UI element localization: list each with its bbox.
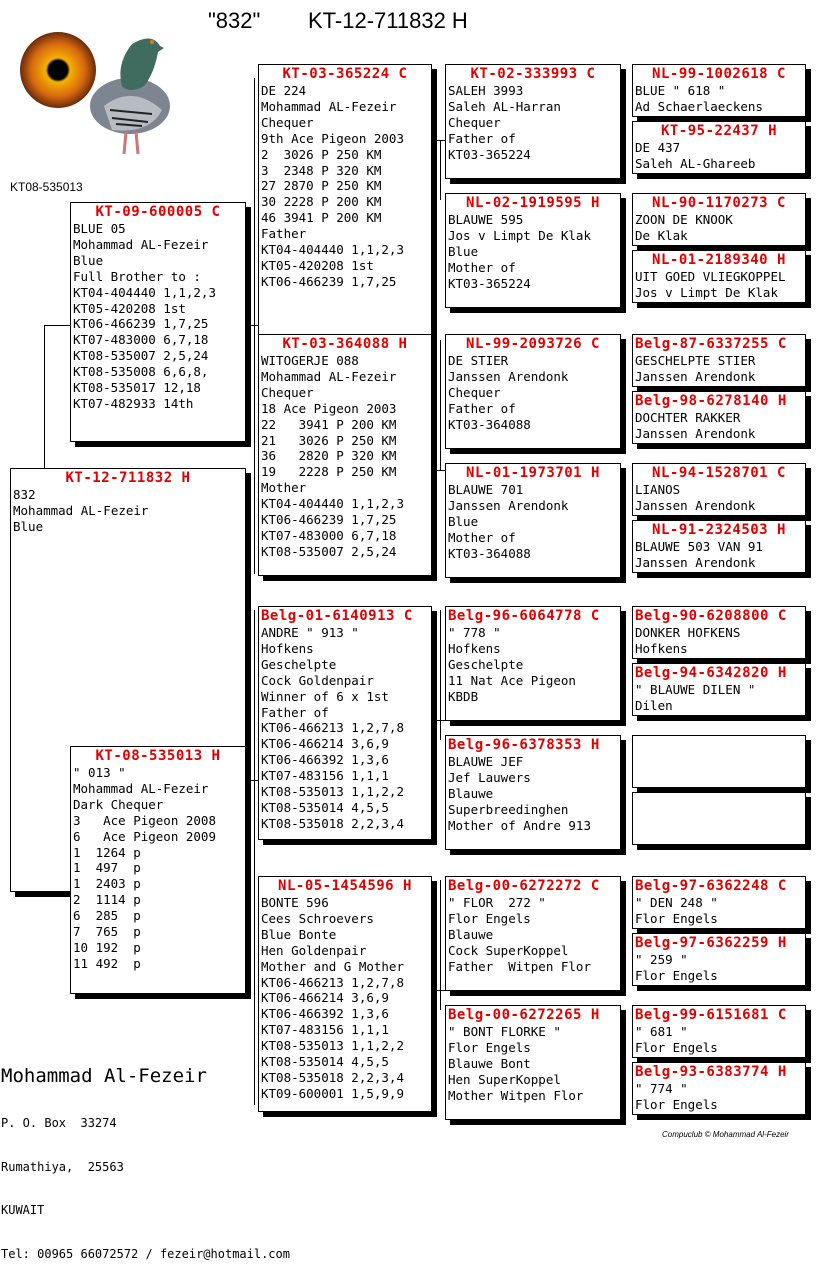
pigeon-details	[633, 952, 805, 984]
detail-line: " 774 "	[635, 1081, 688, 1096]
detail-line: 3 Ace Pigeon 2008	[73, 812, 216, 828]
detail-line: KT03-365224	[448, 146, 531, 162]
address-line: KUWAIT	[1, 1203, 45, 1217]
ring-number: KT-03-364088 H	[282, 336, 408, 352]
ring-number: Belg-96-6064778 C	[448, 608, 600, 624]
detail-line: KT08-535007 2,5,24	[73, 348, 209, 364]
ancestor-card	[632, 193, 806, 246]
detail-line: KBDB	[448, 688, 479, 704]
photo-caption: KT08-535013	[10, 180, 83, 194]
detail-line: Geschelpte	[261, 656, 337, 672]
ring-number: Belg-87-6337255 C	[635, 336, 787, 352]
detail-line: KT09-600001 1,5,9,9	[261, 1085, 404, 1101]
detail-line: " 259 "	[635, 952, 688, 967]
detail-line: 9th Ace Pigeon 2003	[261, 130, 404, 146]
ancestor-card	[70, 202, 246, 442]
detail-line: KT04-404440 1,1,2,3	[261, 496, 404, 512]
detail-line: Hofkens	[261, 640, 314, 656]
detail-line: Hofkens	[635, 640, 688, 656]
detail-line: KT08-535018 2,2,3,4	[261, 815, 404, 831]
detail-line: Janssen Arendonk	[635, 368, 756, 384]
owner-address	[1, 1036, 290, 1276]
pigeon-details	[633, 410, 805, 442]
address-line: P. O. Box 33274	[1, 1116, 117, 1130]
ring-number: Belg-96-6378353 H	[448, 737, 600, 753]
detail-line: Chequer	[261, 384, 314, 400]
detail-line: KT06-466214 3,6,9	[261, 990, 389, 1006]
detail-line: 6 Ace Pigeon 2009	[73, 828, 216, 844]
detail-line: KT08-535013 1,1,2,2	[261, 1038, 404, 1054]
detail-line: Hofkens	[448, 640, 501, 656]
pigeon-details	[633, 1081, 805, 1113]
detail-line: KT05-420208 1st	[73, 300, 186, 316]
detail-line: ANDRE " 913 "	[261, 625, 359, 640]
ring-number: NL-99-2093726 C	[466, 336, 600, 352]
detail-line: 6 285 p	[73, 908, 141, 924]
detail-line: LIANOS	[635, 482, 681, 497]
detail-line: 36 2820 P 320 KM	[261, 448, 397, 464]
ring-number: Belg-01-6140913 C	[261, 608, 413, 624]
ancestor-card	[632, 121, 806, 174]
detail-line: Father Witpen Flor	[448, 958, 591, 974]
detail-line: Mother of	[448, 259, 516, 275]
detail-line: DE STIER	[448, 353, 509, 368]
detail-line: KT03-365224	[448, 275, 531, 291]
detail-line: Blue	[448, 513, 479, 529]
detail-line: Father of	[261, 704, 329, 720]
pigeon-details	[633, 539, 805, 571]
pigeon-details	[633, 212, 805, 244]
detail-line: KT07-483156 1,1,1	[261, 1022, 389, 1038]
detail-line: Mother and G Mother	[261, 958, 404, 974]
detail-line: Father	[261, 226, 307, 242]
ancestor-card	[445, 334, 621, 449]
detail-line: 10 192 p	[73, 939, 141, 955]
detail-line: " BONT FLORKE "	[448, 1024, 561, 1039]
detail-line: KT06-466213 1,2,7,8	[261, 720, 404, 736]
detail-line: 30 2228 P 200 KM	[261, 194, 382, 210]
address-line: Rumathiya, 25563	[1, 1159, 124, 1174]
detail-line: Janssen Arendonk	[448, 497, 569, 513]
ring-number: KT-02-333993 C	[470, 66, 596, 82]
detail-line: Janssen Arendonk	[635, 554, 756, 570]
ancestor-card	[445, 64, 621, 179]
ancestor-card	[632, 792, 806, 845]
detail-line: Chequer	[261, 114, 314, 130]
pigeon-details	[71, 765, 245, 972]
detail-line: Blauwe	[448, 926, 494, 942]
detail-line: KT08-535008 6,6,8,	[73, 364, 209, 380]
credit: Compuclub © Mohammad Al-Fezeir	[662, 1130, 789, 1139]
detail-line: DOCHTER RAKKER	[635, 410, 741, 425]
ancestor-card	[445, 193, 621, 308]
detail-line: Mother of Andre 913	[448, 817, 591, 833]
detail-line: " 681 "	[635, 1024, 688, 1039]
ring-number: KT-95-22437 H	[660, 123, 778, 139]
detail-line: KT08-535014 4,5,5	[261, 1054, 389, 1070]
detail-line: BLAUWE 701	[448, 482, 524, 497]
pigeon-details	[446, 895, 620, 975]
detail-line: 46 3941 P 200 KM	[261, 210, 382, 226]
detail-line: UIT GOED VLIEGKOPPEL	[635, 269, 786, 284]
detail-line: 2 1114 p	[73, 892, 141, 908]
detail-line: Mother	[261, 480, 307, 496]
detail-line: 1 1264 p	[73, 844, 141, 860]
detail-line: 11 492 p	[73, 955, 141, 971]
detail-line: Blue	[13, 518, 44, 534]
detail-line: Hen Goldenpair	[261, 942, 367, 958]
ring-number: Belg-98-6278140 H	[635, 393, 787, 409]
ancestor-card	[445, 876, 621, 991]
pigeon-details	[633, 353, 805, 385]
detail-line: Jef Lauwers	[448, 769, 531, 785]
ancestor-card	[445, 606, 621, 721]
detail-line: Flor Engels	[635, 910, 718, 926]
detail-line: BONTE 596	[261, 895, 329, 910]
detail-line: KT06-466392 1,3,6	[261, 1006, 389, 1022]
pigeon-details	[259, 353, 431, 560]
detail-line: Superbreedinghen	[448, 801, 569, 817]
detail-line: Mother of	[448, 529, 516, 545]
detail-line: KT07-483156 1,1,1	[261, 768, 389, 784]
detail-line: GESCHELPTE STIER	[635, 353, 756, 368]
detail-line: KT06-466392 1,3,6	[261, 752, 389, 768]
detail-line: KT03-364088	[448, 416, 531, 432]
detail-line: Flor Engels	[635, 1039, 718, 1055]
ring-number: KT-08-535013 H	[95, 748, 221, 764]
pigeon-details	[446, 212, 620, 292]
detail-line: Geschelpte	[448, 656, 524, 672]
detail-line: Blauwe	[448, 785, 494, 801]
detail-line: Jos v Limpt De Klak	[448, 227, 591, 243]
detail-line: Janssen Arendonk	[448, 368, 569, 384]
ancestor-card	[70, 746, 246, 994]
detail-line: 1 2403 p	[73, 876, 141, 892]
ring-number: Belg-93-6383774 H	[635, 1064, 787, 1080]
detail-line: KT07-483000 6,7,18	[73, 332, 209, 348]
pigeon-photo	[12, 14, 172, 164]
contact-line: Tel: 00965 66072572 / fezeir@hotmail.com	[1, 1246, 290, 1261]
detail-line: Ad Schaerlaeckens	[635, 98, 763, 114]
detail-line: Mohammad AL-Fezeir	[73, 236, 209, 252]
detail-line: KT08-535018 2,2,3,4	[261, 1069, 404, 1085]
detail-line: Cock SuperKoppel	[448, 942, 569, 958]
ring-number: Belg-00-6272272 C	[448, 878, 600, 894]
detail-line: Blauwe Bont	[448, 1055, 531, 1071]
pigeon-details	[259, 625, 431, 832]
detail-line: 3 2348 P 320 KM	[261, 162, 382, 178]
detail-line: KT06-466239 1,7,25	[73, 316, 209, 332]
pigeon-details	[446, 1024, 620, 1104]
detail-line: KT05-420208 1st	[261, 257, 374, 273]
eye-icon	[20, 32, 96, 108]
ancestor-card	[632, 933, 806, 986]
ring-number: NL-01-2189340 H	[652, 252, 786, 268]
detail-line: BLUE " 618 "	[635, 83, 726, 98]
ancestor-card	[445, 735, 621, 850]
detail-line: BLAUWE JEF	[448, 754, 524, 769]
detail-line: 832	[13, 487, 36, 502]
detail-line: Saleh AL-Harran	[448, 98, 561, 114]
detail-line: 19 2228 P 250 KM	[261, 464, 397, 480]
ancestor-card	[632, 876, 806, 929]
detail-line: DONKER HOFKENS	[635, 625, 741, 640]
detail-line: Jos v Limpt De Klak	[635, 284, 778, 300]
pigeon-details	[446, 754, 620, 834]
pigeon-details	[633, 83, 805, 115]
detail-line: Mohammad AL-Fezeir	[261, 368, 397, 384]
detail-line: 2 3026 P 250 KM	[261, 146, 382, 162]
ring-number: Belg-99-6151681 C	[635, 1007, 787, 1023]
pigeon-details	[11, 487, 245, 535]
detail-line: Dark Chequer	[73, 796, 164, 812]
detail-line: SALEH 3993	[448, 83, 524, 98]
detail-line: " FLOR 272 "	[448, 895, 546, 910]
ancestor-card	[632, 334, 806, 387]
pigeon-details	[633, 895, 805, 927]
ring-number: NL-91-2324503 H	[652, 522, 786, 538]
detail-line: 22 3941 P 200 KM	[261, 416, 397, 432]
detail-line: Mohammad AL-Fezeir	[73, 780, 209, 796]
detail-line: Father of	[448, 400, 516, 416]
detail-line: Dilen	[635, 697, 673, 713]
pigeon-details	[446, 353, 620, 433]
detail-line: 21 3026 P 250 KM	[261, 432, 397, 448]
detail-line: DE 437	[635, 140, 681, 155]
pigeon-details	[71, 221, 245, 412]
detail-line: KT07-483000 6,7,18	[261, 527, 397, 543]
detail-line: Full Brother to :	[73, 268, 201, 284]
ring-number: NL-90-1170273 C	[652, 195, 786, 211]
detail-line: KT08-535013 1,1,2,2	[261, 784, 404, 800]
ancestor-card	[632, 463, 806, 516]
ring-number: Belg-00-6272265 H	[448, 1007, 600, 1023]
detail-line: BLAUWE 503 VAN 91	[635, 539, 763, 554]
detail-line: KT06-466214 3,6,9	[261, 736, 389, 752]
detail-line: Cees Schroevers	[261, 910, 374, 926]
detail-line: KT04-404440 1,1,2,3	[261, 242, 404, 258]
detail-line: Mohammad AL-Fezeir	[13, 502, 149, 518]
detail-line: " BLAUWE DILEN "	[635, 682, 756, 697]
detail-line: Flor Engels	[635, 967, 718, 983]
detail-line: Chequer	[448, 114, 501, 130]
ancestor-card	[632, 1062, 806, 1115]
pigeon-details	[633, 1024, 805, 1056]
ancestor-card	[632, 250, 806, 303]
ancestor-card	[632, 1005, 806, 1058]
ancestor-card	[632, 64, 806, 117]
detail-line: " 778 "	[448, 625, 501, 640]
pigeon-details	[446, 83, 620, 163]
ring-number: KT-03-365224 C	[282, 66, 408, 82]
detail-line: 11 Nat Ace Pigeon	[448, 672, 576, 688]
ring-number: NL-94-1528701 C	[652, 465, 786, 481]
detail-line: Blue Bonte	[261, 926, 337, 942]
detail-line: KT06-466239 1,7,25	[261, 512, 397, 528]
ring-number: KT-09-600005 C	[95, 204, 221, 220]
ancestor-card	[632, 606, 806, 659]
detail-line: KT03-364088	[448, 545, 531, 561]
detail-line: 27 2870 P 250 KM	[261, 178, 382, 194]
ancestor-card	[632, 663, 806, 716]
detail-line: De Klak	[635, 227, 688, 243]
ring-number: NL-05-1454596 H	[278, 878, 412, 894]
detail-line: BLAUWE 595	[448, 212, 524, 227]
pigeon-details	[633, 140, 805, 172]
pigeon-details	[633, 269, 805, 301]
owner-name: Mohammad Al-Fezeir	[1, 1065, 207, 1087]
detail-line: Flor Engels	[448, 910, 531, 926]
ancestor-card	[632, 735, 806, 788]
pigeon-details	[259, 83, 431, 290]
detail-line: Hen SuperKoppel	[448, 1071, 561, 1087]
ring-number: NL-01-1973701 H	[466, 465, 600, 481]
pigeon-details	[446, 482, 620, 562]
ring-number: Belg-94-6342820 H	[635, 665, 787, 681]
detail-line: WITOGERJE 088	[261, 353, 359, 368]
pigeon-ring: KT-12-711832 H	[308, 8, 468, 33]
ring-number: Belg-97-6362259 H	[635, 935, 787, 951]
detail-line: DE 224	[261, 83, 307, 98]
detail-line: Mother Witpen Flor	[448, 1087, 584, 1103]
detail-line: Chequer	[448, 384, 501, 400]
detail-line: KT08-535007 2,5,24	[261, 543, 397, 559]
detail-line: KT04-404440 1,1,2,3	[73, 284, 216, 300]
ancestor-card	[632, 391, 806, 444]
ancestor-card	[445, 463, 621, 578]
pigeon-details	[633, 625, 805, 657]
detail-line: KT07-482933 14th	[73, 395, 194, 411]
detail-line: " 013 "	[73, 765, 126, 780]
ring-number: Belg-97-6362248 C	[635, 878, 787, 894]
detail-line: KT06-466213 1,2,7,8	[261, 974, 404, 990]
detail-line: KT06-466239 1,7,25	[261, 273, 397, 289]
detail-line: Janssen Arendonk	[635, 425, 756, 441]
pigeon-name: "832"	[208, 8, 261, 33]
detail-line: Saleh AL-Ghareeb	[635, 155, 756, 171]
detail-line: Father of	[448, 130, 516, 146]
pigeon-details	[633, 482, 805, 514]
ancestor-card	[258, 606, 432, 840]
detail-line: KT08-535017 12,18	[73, 380, 201, 396]
detail-line: Cock Goldenpair	[261, 672, 374, 688]
detail-line: Winner of 6 x 1st	[261, 688, 389, 704]
detail-line: 7 765 p	[73, 924, 141, 940]
ancestor-card	[445, 1005, 621, 1120]
ring-number: NL-99-1002618 C	[652, 66, 786, 82]
detail-line: Blue	[448, 243, 479, 259]
ring-number: KT-12-711832 H	[65, 470, 191, 486]
detail-line: " DEN 248 "	[635, 895, 718, 910]
detail-line: 1 497 p	[73, 860, 141, 876]
detail-line: BLUE 05	[73, 221, 126, 236]
ring-number: Belg-90-6208800 C	[635, 608, 787, 624]
ancestor-card	[258, 334, 432, 576]
detail-line: Flor Engels	[635, 1096, 718, 1112]
detail-line: ZOON DE KNOOK	[635, 212, 733, 227]
detail-line: KT08-535014 4,5,5	[261, 799, 389, 815]
detail-line: 18 Ace Pigeon 2003	[261, 400, 397, 416]
detail-line: Blue	[73, 252, 104, 268]
detail-line: Janssen Arendonk	[635, 497, 756, 513]
pigeon-details	[446, 625, 620, 705]
pigeon-details	[633, 682, 805, 714]
detail-line: Mohammad AL-Fezeir	[261, 98, 397, 114]
ancestor-card	[632, 520, 806, 573]
detail-line: Flor Engels	[448, 1039, 531, 1055]
ring-number: NL-02-1919595 H	[466, 195, 600, 211]
